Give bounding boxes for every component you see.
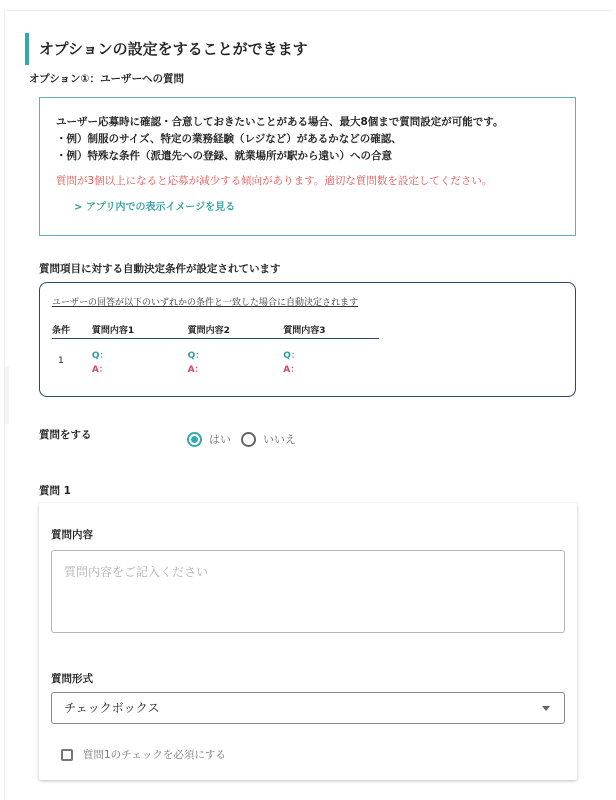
ask-question-label: 質問をする — [39, 429, 92, 441]
conditions-box — [39, 282, 576, 397]
warning-text: 質問が3個以上になると応募が減少する傾向があります。適切な質問数を設定してください。 — [56, 175, 493, 187]
caret-down-icon — [542, 706, 550, 711]
condition-number: 1 — [58, 356, 64, 366]
radio-no-label[interactable]: いいえ — [263, 433, 296, 446]
select-value: チェックボックス — [64, 701, 160, 715]
radio-yes-label[interactable]: はい — [209, 433, 231, 446]
question-card — [39, 503, 577, 780]
content-label: 質問内容 — [51, 529, 93, 541]
info-line: ・例）特殊な条件（派遣先への登録、就業場所が駅から遠い）への合意 — [56, 150, 392, 162]
info-line: ユーザー応募時に確認・合意しておきたいことがある場合、最大8個まで質問設定が可能です。 — [56, 116, 504, 128]
condition-cell — [283, 349, 379, 377]
column-header: 質問内容3 — [283, 326, 326, 336]
column-header: 質問内容2 — [187, 326, 230, 336]
ask-question-radio-group — [187, 431, 306, 447]
question-heading: 質問 1 — [39, 485, 71, 497]
radio-yes[interactable] — [187, 432, 202, 447]
question-label: Q： — [283, 351, 300, 361]
page-title: オプションの設定をすることができます — [25, 33, 308, 65]
question-label: Q： — [187, 351, 205, 361]
condition-cell — [188, 349, 284, 377]
answer-label: A： — [283, 365, 300, 375]
info-line: ・例）制服のサイズ、特定の業務経験（レジなど）があるかなどの確認、 — [56, 133, 402, 145]
conditions-table — [52, 323, 379, 377]
condition-cell — [92, 349, 188, 377]
question-format-select[interactable] — [51, 692, 565, 724]
info-box — [39, 97, 576, 236]
conditions-note: ユーザーの回答が以下のいずれかの条件と一致した場合に自動決定されます — [52, 298, 359, 308]
format-label: 質問形式 — [51, 673, 93, 685]
question-content-input[interactable] — [51, 550, 565, 633]
app-preview-link[interactable]: > アプリ内での表示イメージを見る — [74, 202, 236, 213]
column-header: 質問内容1 — [91, 326, 135, 336]
question-label: Q： — [91, 351, 109, 361]
conditions-heading: 質問項目に対する自動決定条件が設定されています — [39, 263, 281, 275]
column-header: 条件 — [52, 326, 71, 336]
table-row — [52, 339, 379, 377]
required-checkbox[interactable] — [61, 749, 73, 761]
settings-panel — [4, 10, 612, 800]
left-strip — [5, 366, 9, 424]
required-check-row — [61, 747, 226, 762]
required-checkbox-label[interactable]: 質問1のチェックを必須にする — [83, 749, 226, 761]
radio-no[interactable] — [241, 432, 256, 447]
page-subtitle: オプション①：ユーザーへの質問 — [29, 73, 184, 85]
answer-label: A： — [91, 365, 108, 375]
table-header — [52, 323, 379, 339]
answer-label: A： — [187, 365, 204, 375]
